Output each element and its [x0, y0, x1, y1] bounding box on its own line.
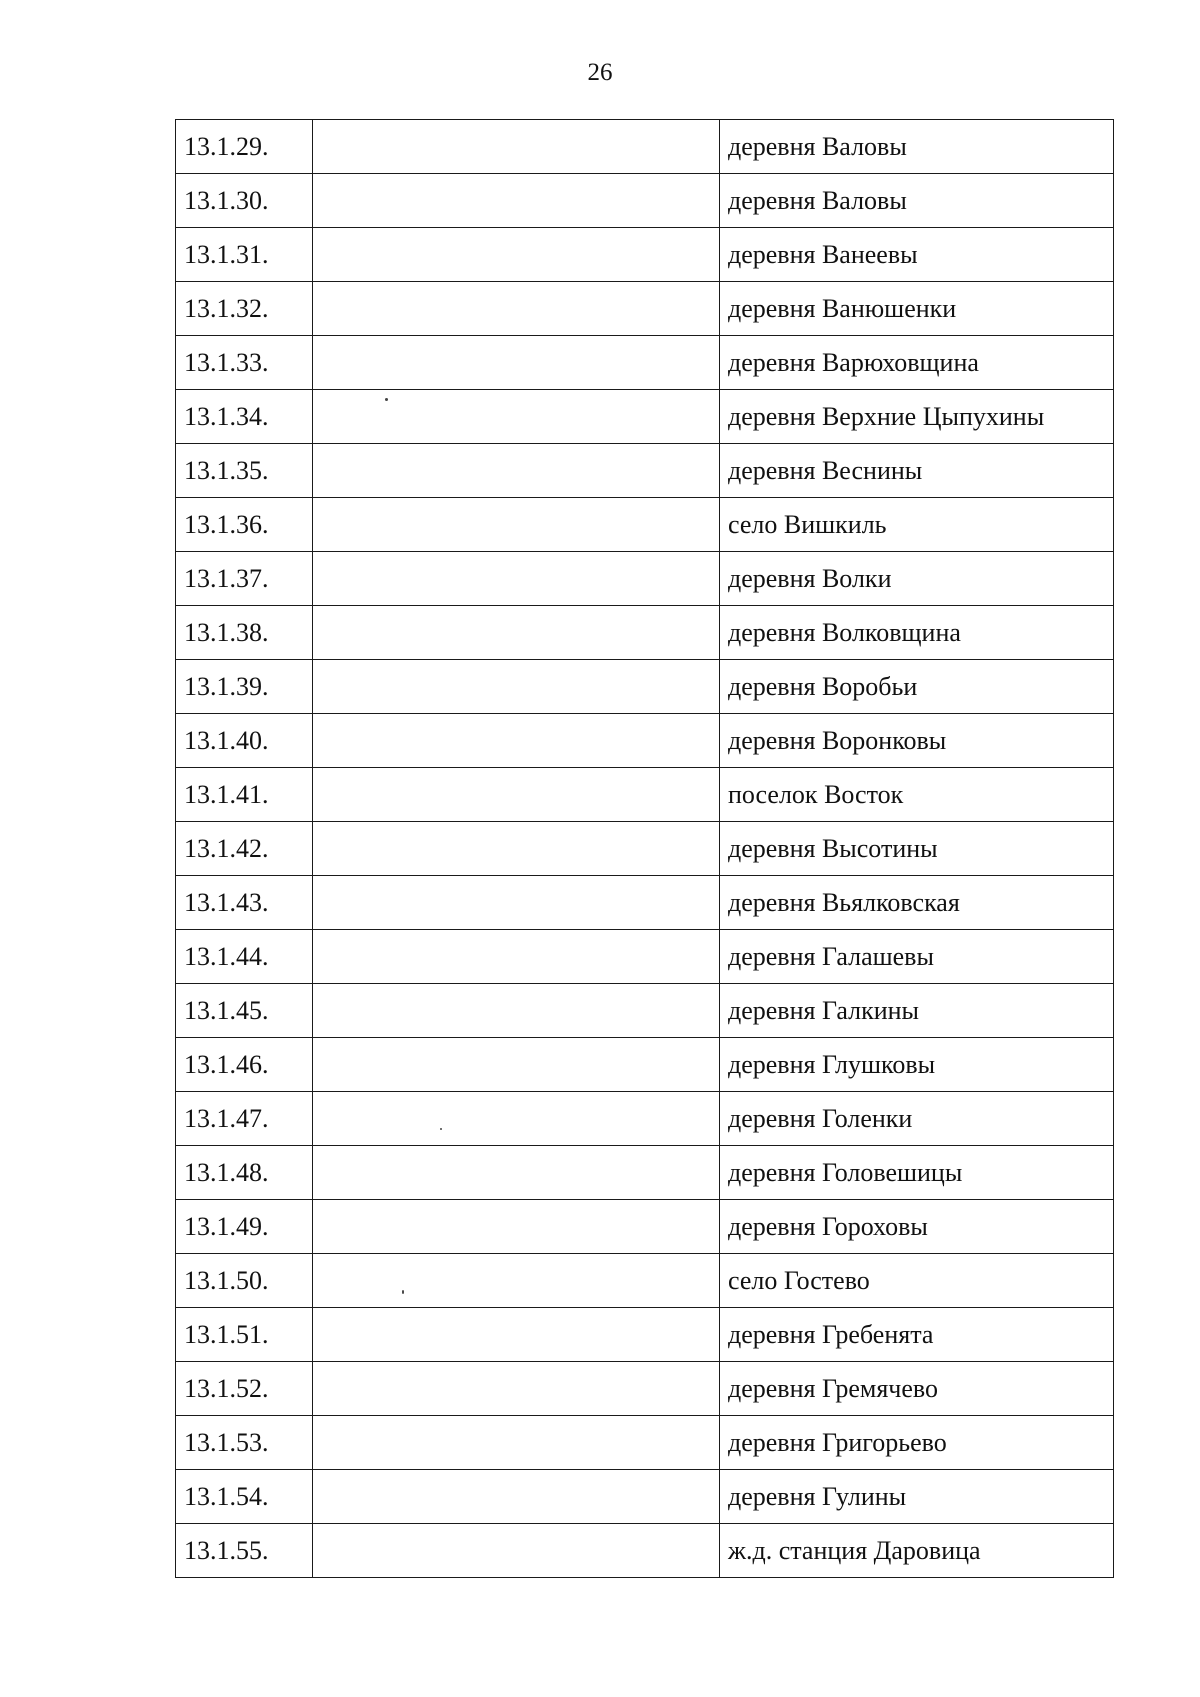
empty-cell: [313, 1470, 720, 1524]
row-number-cell: 13.1.42.: [176, 822, 313, 876]
table-row: [176, 1524, 1114, 1578]
table-row: [176, 606, 1114, 660]
empty-cell: [313, 174, 720, 228]
table-row: [176, 1200, 1114, 1254]
table-row: [176, 714, 1114, 768]
row-number-cell: 13.1.29.: [176, 120, 313, 174]
empty-cell: [313, 1092, 720, 1146]
row-number-cell: 13.1.51.: [176, 1308, 313, 1362]
empty-cell: [313, 930, 720, 984]
empty-cell: [313, 984, 720, 1038]
table-row: [176, 768, 1114, 822]
table-row: [176, 1308, 1114, 1362]
settlement-name-cell: деревня Варюховщина: [720, 336, 1114, 390]
empty-cell: [313, 1524, 720, 1578]
settlement-name-cell: деревня Валовы: [720, 120, 1114, 174]
settlement-name-cell: деревня Воронковы: [720, 714, 1114, 768]
table-row: [176, 1470, 1114, 1524]
settlement-name-cell: деревня Гребенята: [720, 1308, 1114, 1362]
table-row: [176, 1254, 1114, 1308]
empty-cell: [313, 1416, 720, 1470]
table-row: [176, 930, 1114, 984]
row-number-cell: 13.1.54.: [176, 1470, 313, 1524]
table-row: [176, 1416, 1114, 1470]
empty-cell: [313, 822, 720, 876]
empty-cell: [313, 228, 720, 282]
empty-cell: [313, 120, 720, 174]
settlement-name-cell: деревня Волки: [720, 552, 1114, 606]
row-number-cell: 13.1.38.: [176, 606, 313, 660]
empty-cell: [313, 1308, 720, 1362]
settlement-name-cell: деревня Ванеевы: [720, 228, 1114, 282]
settlement-name-cell: деревня Ванюшенки: [720, 282, 1114, 336]
empty-cell: [313, 660, 720, 714]
settlement-name-cell: ж.д. станция Даровица: [720, 1524, 1114, 1578]
settlement-name-cell: поселок Восток: [720, 768, 1114, 822]
table-row: [176, 984, 1114, 1038]
table-row: [176, 552, 1114, 606]
settlement-name-cell: деревня Галкины: [720, 984, 1114, 1038]
table-row: [176, 444, 1114, 498]
row-number-cell: 13.1.52.: [176, 1362, 313, 1416]
empty-cell: [313, 444, 720, 498]
empty-cell: [313, 1146, 720, 1200]
table-row: [176, 1146, 1114, 1200]
row-number-cell: 13.1.39.: [176, 660, 313, 714]
empty-cell: [313, 552, 720, 606]
table-row: [176, 390, 1114, 444]
settlement-name-cell: деревня Гулины: [720, 1470, 1114, 1524]
page-number: 26: [587, 59, 613, 86]
scan-speck: [385, 398, 388, 401]
settlement-name-cell: деревня Гороховы: [720, 1200, 1114, 1254]
row-number-cell: 13.1.53.: [176, 1416, 313, 1470]
scan-speck: [440, 1128, 442, 1130]
empty-cell: [313, 1362, 720, 1416]
empty-cell: [313, 1200, 720, 1254]
empty-cell: [313, 876, 720, 930]
table-body: [176, 120, 1114, 1578]
table-row: [176, 1092, 1114, 1146]
row-number-cell: 13.1.36.: [176, 498, 313, 552]
table-row: [176, 174, 1114, 228]
row-number-cell: 13.1.31.: [176, 228, 313, 282]
settlement-name-cell: деревня Высотины: [720, 822, 1114, 876]
row-number-cell: 13.1.35.: [176, 444, 313, 498]
settlement-name-cell: деревня Валовы: [720, 174, 1114, 228]
table-row: [176, 498, 1114, 552]
empty-cell: [313, 282, 720, 336]
table-row: [176, 120, 1114, 174]
settlement-name-cell: деревня Галашевы: [720, 930, 1114, 984]
row-number-cell: 13.1.45.: [176, 984, 313, 1038]
table-row: [176, 876, 1114, 930]
table-row: [176, 1362, 1114, 1416]
settlement-name-cell: село Гостево: [720, 1254, 1114, 1308]
row-number-cell: 13.1.40.: [176, 714, 313, 768]
settlement-name-cell: деревня Григорьево: [720, 1416, 1114, 1470]
row-number-cell: 13.1.47.: [176, 1092, 313, 1146]
row-number-cell: 13.1.34.: [176, 390, 313, 444]
row-number-cell: 13.1.30.: [176, 174, 313, 228]
empty-cell: [313, 390, 720, 444]
settlement-name-cell: деревня Воробьи: [720, 660, 1114, 714]
settlement-name-cell: деревня Голенки: [720, 1092, 1114, 1146]
row-number-cell: 13.1.43.: [176, 876, 313, 930]
table-row: [176, 822, 1114, 876]
settlement-name-cell: деревня Верхние Цыпухины: [720, 390, 1114, 444]
table-row: [176, 228, 1114, 282]
empty-cell: [313, 336, 720, 390]
empty-cell: [313, 714, 720, 768]
row-number-cell: 13.1.49.: [176, 1200, 313, 1254]
row-number-cell: 13.1.48.: [176, 1146, 313, 1200]
row-number-cell: 13.1.33.: [176, 336, 313, 390]
row-number-cell: 13.1.32.: [176, 282, 313, 336]
settlement-name-cell: деревня Гремячево: [720, 1362, 1114, 1416]
row-number-cell: 13.1.41.: [176, 768, 313, 822]
settlement-name-cell: деревня Вьялковская: [720, 876, 1114, 930]
empty-cell: [313, 606, 720, 660]
settlement-name-cell: деревня Головешицы: [720, 1146, 1114, 1200]
empty-cell: [313, 768, 720, 822]
empty-cell: [313, 498, 720, 552]
row-number-cell: 13.1.44.: [176, 930, 313, 984]
settlement-name-cell: деревня Волковщина: [720, 606, 1114, 660]
empty-cell: [313, 1254, 720, 1308]
scan-speck: [402, 1290, 404, 1294]
settlements-table: [175, 119, 1114, 1578]
settlement-name-cell: деревня Глушковы: [720, 1038, 1114, 1092]
row-number-cell: 13.1.50.: [176, 1254, 313, 1308]
settlement-name-cell: деревня Веснины: [720, 444, 1114, 498]
table-row: [176, 336, 1114, 390]
table-row: [176, 660, 1114, 714]
table-row: [176, 1038, 1114, 1092]
row-number-cell: 13.1.37.: [176, 552, 313, 606]
settlement-name-cell: село Вишкиль: [720, 498, 1114, 552]
table-row: [176, 282, 1114, 336]
row-number-cell: 13.1.46.: [176, 1038, 313, 1092]
empty-cell: [313, 1038, 720, 1092]
row-number-cell: 13.1.55.: [176, 1524, 313, 1578]
